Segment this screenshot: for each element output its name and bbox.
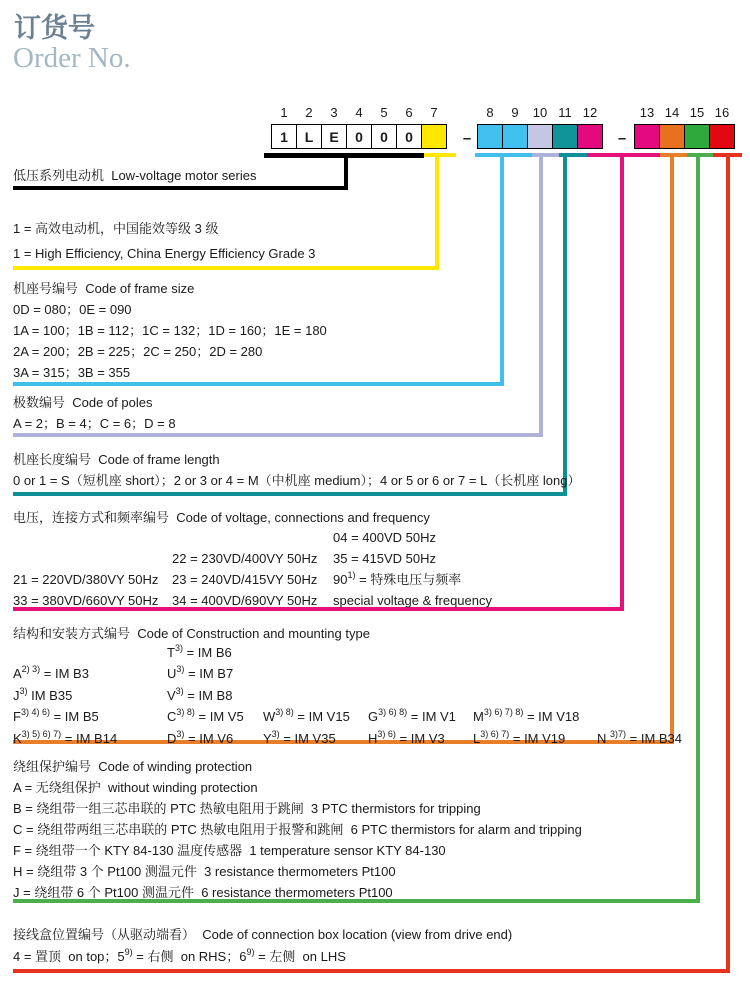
code-box-1: 1 (271, 124, 297, 149)
footnote-superscript: 9) (124, 946, 133, 957)
section-row: C = 绕组带两组三芯串联的 PTC 热敏电阻用于报警和跳闸 6 PTC thermistors for alarm and tripping (13, 822, 582, 837)
code-box-4: 0 (346, 124, 372, 149)
section-row: 1 = High Efficiency, China Energy Efficiency Grade 3 (13, 246, 316, 261)
footnote-superscript: 3) 6) 7) (480, 728, 510, 739)
footnote-superscript: 3) 6) 7) 8) (483, 706, 524, 717)
leader-vertical-winding-protection (696, 153, 700, 903)
code-box-11 (552, 124, 578, 149)
code-box-row (272, 124, 447, 149)
leader-vertical-frame-size (500, 153, 504, 386)
section-row: $C^{3) 8)}$ = IM V5 (167, 706, 244, 724)
code-separator-dash: – (617, 130, 627, 147)
section-row: $T^{3)}$ = IM B6 (167, 642, 232, 660)
leader-vertical-connection-box (726, 153, 730, 973)
code-box-5: 0 (371, 124, 397, 149)
position-number: 14 (664, 105, 680, 120)
order-code-group-2 (478, 104, 603, 149)
section-row: 0 or 1 = S（短机座 short）；2 or 3 or 4 = M（中机座 medium）；4 or 5 or 6 or 7 = L（长机座 long） (13, 473, 581, 488)
page-title-en: Order No. (13, 42, 131, 74)
section-row: $D^{3)}$ = IM V6 (167, 728, 234, 746)
position-number: 1 (280, 105, 288, 120)
position-number: 9 (511, 105, 519, 120)
section-underline-poles (13, 433, 543, 437)
order-code-group-1 (272, 104, 447, 149)
code-box-16 (709, 124, 735, 149)
position-number: 13 (639, 105, 655, 120)
section-row: A = 无绕组保护 without winding protection (13, 780, 258, 795)
code-box-9 (502, 124, 528, 149)
section-row: $F^{3) 4) 6)}$ = IM B5 (13, 706, 99, 724)
leader-vertical-efficiency (435, 153, 439, 270)
section-row: $W^{3) 8)}$ = IM V15 (263, 706, 350, 724)
section-row: 34 = 400VD/690VY 50Hz (172, 593, 318, 608)
code-box-3: E (321, 124, 347, 149)
page-title-cn: 订货号 (14, 13, 95, 43)
section-row: B = 绕组带一组三芯串联的 PTC 热敏电阻用于跳闸 3 PTC thermistors for tripping (13, 801, 481, 816)
section-row: 0D = 080；0E = 090 (13, 302, 132, 317)
section-row: N $^{3)7)}$ = IM B34 (597, 728, 683, 746)
section-row: $90^{1)}$ = 特殊电压与频率 (333, 569, 462, 587)
position-number: 7 (430, 105, 438, 120)
position-number: 12 (582, 105, 598, 120)
footnote-superscript: 3) (176, 728, 185, 739)
footnote-superscript: 1) (347, 569, 356, 580)
connector-segment-green (687, 153, 713, 157)
footnote-superscript: 3) (175, 685, 184, 696)
section-row: $K^{3) 5) 6) 7)}$ = IM B14 (13, 728, 118, 746)
position-number: 4 (355, 105, 363, 120)
position-number-row (478, 104, 603, 124)
section-row: $H^{3) 6)}$ = IM V3 (368, 728, 445, 746)
section-row: 1A = 100；1B = 112；1C = 132；1D = 160；1E = 180 (13, 323, 327, 338)
footnote-superscript: 3)7) (610, 728, 627, 739)
section-title-frame-size: 机座号编号 Code of frame size (13, 281, 195, 296)
position-number: 2 (305, 105, 313, 120)
code-box-10 (527, 124, 553, 149)
section-row: $Y^{3)}$ = IM V35 (263, 728, 336, 746)
code-box-13 (634, 124, 660, 149)
section-title-winding-protection: 绕组保护编号 Code of winding protection (13, 759, 253, 774)
position-number: 15 (689, 105, 705, 120)
footnote-superscript: 3) 6) 8) (378, 706, 408, 717)
footnote-superscript: 3) 8) (275, 706, 294, 717)
section-row: 4 = 置顶 on top；$5^{9)}$ = 右侧 on RHS；$6^{9)}$ = 左侧 on LHS (13, 946, 346, 964)
position-number-row (272, 104, 447, 124)
section-title-frame-length: 机座长度编号 Code of frame length (13, 452, 220, 467)
leader-vertical-motor-series (344, 153, 348, 190)
footnote-superscript: 3) (174, 642, 183, 653)
code-box-row (635, 124, 735, 149)
code-box-row (478, 124, 603, 149)
code-box-8 (477, 124, 503, 149)
section-underline-motor-series (13, 186, 348, 190)
section-row: 21 = 220VD/380VY 50Hz (13, 572, 159, 587)
section-row: 2A = 200；2B = 225；2C = 250；2D = 280 (13, 344, 263, 359)
section-row: $J^{3)}$ IM B35 (13, 685, 73, 703)
order-code-group-3 (635, 104, 735, 149)
section-underline-efficiency (13, 266, 439, 270)
section-row: 3A = 315；3B = 355 (13, 365, 131, 380)
section-row: $G^{3) 6) 8)}$ = IM V1 (368, 706, 456, 724)
footnote-superscript: 3) (271, 728, 280, 739)
position-number: 6 (405, 105, 413, 120)
footnote-superscript: 3) 4) 6) (20, 706, 50, 717)
position-number: 16 (714, 105, 730, 120)
footnote-superscript: 3) 5) 6) 7) (21, 728, 62, 739)
section-row: $U^{3)}$ = IM B7 (167, 663, 234, 681)
position-number-row (635, 104, 735, 124)
section-row: 33 = 380VD/660VY 50Hz (13, 593, 159, 608)
section-underline-frame-size (13, 382, 504, 386)
section-row: J = 绕组带 6 个 Pt100 测温元件 6 resistance thermometers Pt100 (13, 885, 393, 900)
code-box-15 (684, 124, 710, 149)
code-box-7 (421, 124, 447, 149)
section-title-voltage: 电压，连接方式和频率编号 Code of voltage, connections and frequency (13, 510, 430, 525)
code-box-12 (577, 124, 603, 149)
connector-segment-yellow (424, 153, 456, 157)
position-number: 5 (380, 105, 388, 120)
section-row: $M^{3) 6) 7) 8)}$ = IM V18 (473, 706, 580, 724)
section-title-connection-box: 接线盒位置编号（从驱动端看） Code of connection box location (view from drive end) (13, 927, 513, 942)
footnote-superscript: 9) (246, 946, 255, 957)
footnote-superscript: 3) 8) (176, 706, 195, 717)
section-row: H = 绕组带 3 个 Pt100 测温元件 3 resistance thermometers Pt100 (13, 864, 396, 879)
footnote-superscript: 3) (19, 685, 28, 696)
code-box-2: L (296, 124, 322, 149)
position-number: 10 (532, 105, 548, 120)
section-row: 35 = 415VD 50Hz (333, 551, 436, 566)
section-underline-frame-length (13, 492, 567, 496)
position-number: 11 (558, 105, 572, 120)
section-title-motor-series: 低压系列电动机 Low-voltage motor series (13, 168, 257, 183)
footnote-superscript: 3) (176, 663, 185, 674)
section-row: 22 = 230VD/400VY 50Hz (172, 551, 318, 566)
leader-vertical-mounting (670, 153, 674, 744)
section-underline-connection-box (13, 969, 730, 973)
position-number: 8 (486, 105, 494, 120)
connector-segment-lavender (532, 153, 559, 157)
code-box-6: 0 (396, 124, 422, 149)
code-separator-dash: – (462, 130, 472, 147)
section-row: A = 2；B = 4；C = 6；D = 8 (13, 416, 176, 431)
section-title-poles: 极数编号 Code of poles (13, 395, 153, 410)
section-row: $V^{3)}$ = IM B8 (167, 685, 233, 703)
leader-vertical-poles (539, 153, 543, 437)
section-title-mounting: 结构和安装方式编号 Code of Construction and mounting type (13, 626, 370, 641)
section-row: 04 = 400VD 50Hz (333, 530, 436, 545)
section-row: 23 = 240VD/415VY 50Hz (172, 572, 318, 587)
code-box-14 (659, 124, 685, 149)
section-title-efficiency: 1 = 高效电动机，中国能效等级 3 级 (13, 221, 219, 236)
section-row: $A^{2) 3)}$ = IM B3 (13, 663, 89, 681)
section-row: special voltage & frequency (333, 593, 492, 608)
footnote-superscript: 3) 6) (377, 728, 396, 739)
leader-vertical-frame-length (563, 153, 567, 496)
leader-vertical-voltage (620, 153, 624, 611)
section-row: F = 绕组带一个 KTY 84-130 温度传感器 1 temperature sensor KTY 84-130 (13, 843, 446, 858)
position-number: 3 (330, 105, 338, 120)
section-row: $L^{3) 6) 7)}$ = IM V19 (473, 728, 566, 746)
footnote-superscript: 2) 3) (21, 663, 41, 674)
